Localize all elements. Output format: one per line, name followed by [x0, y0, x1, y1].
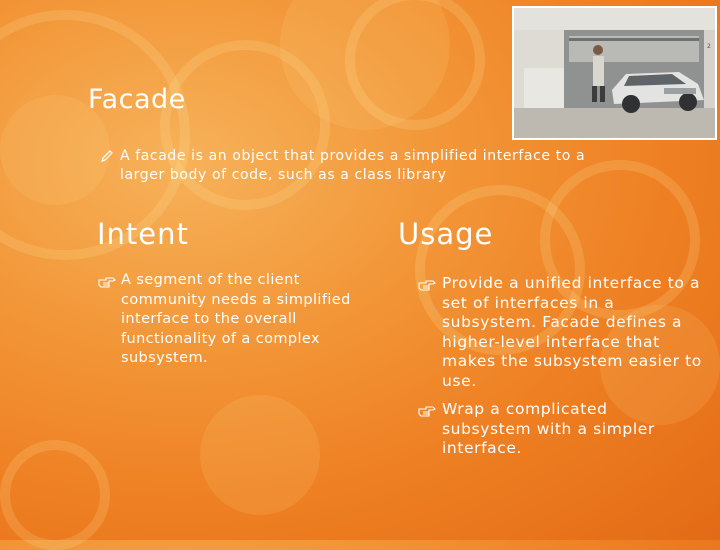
intent-bullet-item	[98, 271, 371, 369]
photo-page-number: 2	[707, 43, 711, 50]
bg-circle	[0, 440, 110, 550]
intro-paragraph	[100, 147, 620, 185]
usage-item-text: Wrap a complicated subsystem with a simpler interface.	[442, 400, 655, 458]
usage-item-text: Provide a unified interface to a set of interfaces in a subsystem. Facade defines a higher-level interface that makes the subsystem easier to use.	[442, 274, 702, 390]
intro-text: A facade is an object that provides a simplified interface to a larger body of code, such as a class library	[120, 148, 586, 183]
usage-heading: Usage	[398, 217, 494, 251]
slide-title: Facade	[88, 84, 186, 115]
hand-pointing-icon	[98, 275, 116, 289]
intent-heading: Intent	[97, 217, 189, 251]
hand-pointing-icon	[418, 278, 436, 292]
pencil-icon	[100, 149, 114, 163]
usage-bullet-item	[418, 274, 707, 392]
intent-item-text: A segment of the client community needs a simplified interface to the overall functionality of a complex subsystem.	[121, 272, 351, 366]
hand-pointing-icon	[418, 404, 436, 418]
garage-photo	[512, 6, 717, 140]
usage-bullet-item	[418, 400, 692, 459]
bg-circle	[200, 395, 320, 515]
bg-circle	[345, 0, 485, 130]
garage-car-image	[514, 8, 715, 138]
